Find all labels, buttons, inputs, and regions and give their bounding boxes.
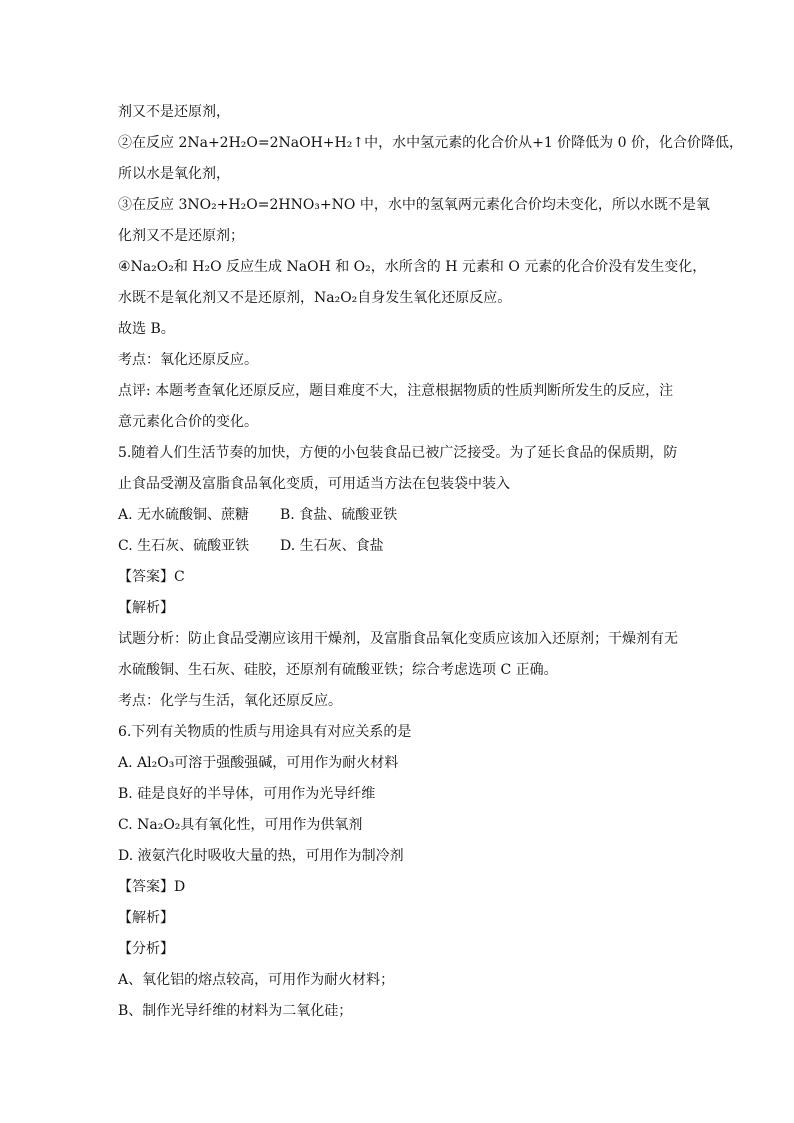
text-line: 水既不是氧化剂又不是还原剂，Na₂O₂自身发生氧化还原反应。 <box>118 290 512 306</box>
answer-label: 【答案】D <box>118 879 186 895</box>
option-c: C. Na₂O₂具有氧化性，可用作为供氧剂 <box>118 817 363 833</box>
text-line: 水硫酸铜、生石灰、硅胶，还原剂有硫酸亚铁；综合考虑选项 C 正确。 <box>118 662 558 678</box>
question-text: 6.下列有关物质的性质与用途具有对应关系的是 <box>118 724 412 740</box>
text-line: 化剂又不是还原剂； <box>118 228 244 244</box>
document-body <box>118 101 743 1031</box>
option-d: D. 液氨汽化时吸收大量的热，可用作为制冷剂 <box>118 848 404 864</box>
option-b: B. 食盐、硫酸亚铁 <box>280 507 398 523</box>
question-text: 止食品受潮及富脂食品氧化变质，可用适当方法在包装袋中装入 <box>118 476 510 492</box>
text-line: ②在反应 2Na+2H₂O=2NaOH+H₂↑中，水中氢元素的化合价从+1 价降低为 0 价，化合价降低， <box>118 135 743 151</box>
option-row <box>118 504 678 535</box>
analysis-label: 【分析】 <box>118 941 174 957</box>
option-b: B. 硅是良好的半导体，可用作为光导纤维 <box>118 786 376 802</box>
text-line: ③在反应 3NO₂+H₂O=2HNO₃+NO 中，水中的氢氧两元素化合价均未变化，所以水既不是氧 <box>118 197 710 213</box>
text-line: B、制作光导纤维的材料为二氧化硅； <box>118 1003 353 1019</box>
option-c: C. 生石灰、硫酸亚铁 <box>118 538 250 554</box>
option-a: A. 无水硫酸铜、蔗糖 <box>118 507 250 523</box>
analysis-label: 【解析】 <box>118 600 174 616</box>
text-line: 剂又不是还原剂， <box>118 104 230 120</box>
option-d: D. 生石灰、食盐 <box>280 538 384 554</box>
analysis-label: 【解析】 <box>118 910 174 926</box>
text-line: 故选 B。 <box>118 321 175 337</box>
text-line: 所以水是氧化剂， <box>118 166 230 182</box>
text-line: ④Na₂O₂和 H₂O 反应生成 NaOH 和 O₂，水所含的 H 元素和 O 元素的化合价没有发生变化， <box>118 259 707 275</box>
question-text: 5.随着人们生活节奏的加快，方便的小包装食品已被广泛接受。为了延长食品的保质期，防 <box>118 445 678 461</box>
text-line: A、氧化铝的熔点较高，可用作为耐火材料； <box>118 972 395 988</box>
option-row <box>118 535 678 566</box>
answer-label: 【答案】C <box>118 569 185 585</box>
text-line: 考点：氧化还原反应。 <box>118 352 258 368</box>
text-line: 点评: 本题考查氧化还原反应，题目难度不大，注意根据物质的性质判断所发生的反应，注 <box>118 383 674 399</box>
text-line: 考点：化学与生活，氧化还原反应。 <box>118 693 342 709</box>
text-line: 试题分析：防止食品受潮应该用干燥剂，及富脂食品氧化变质应该加入还原剂；干燥剂有无 <box>118 631 678 647</box>
option-a: A. Al₂O₃可溶于强酸强碱，可用作为耐火材料 <box>118 755 399 771</box>
text-line: 意元素化合价的变化。 <box>118 414 258 430</box>
